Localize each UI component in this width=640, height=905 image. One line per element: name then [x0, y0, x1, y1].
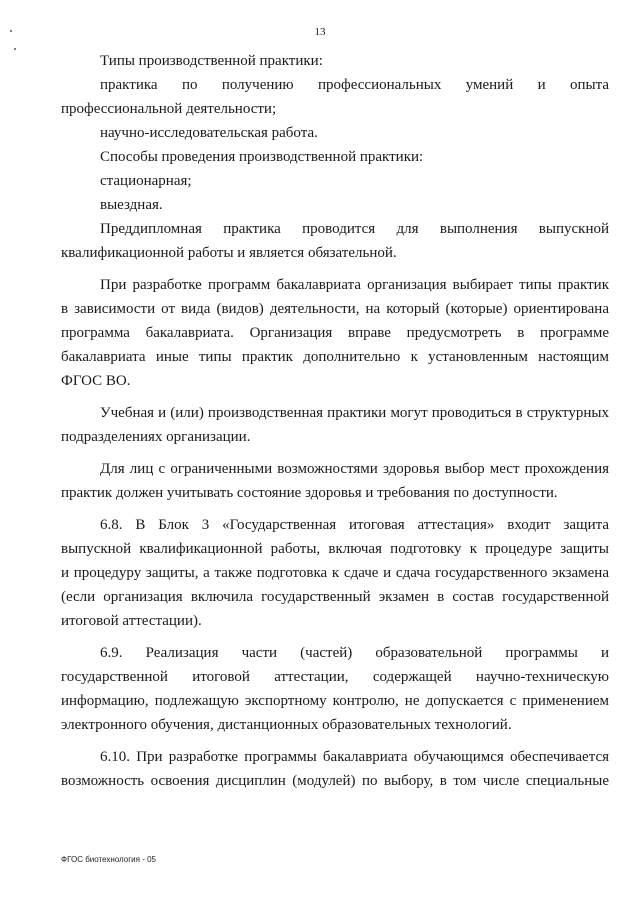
text-line: практик должен учитывать состояние здоровья и требования по доступности. [61, 485, 558, 501]
paragraph-gap [61, 633, 609, 641]
text-line: 6.10. При разработке программы бакалавриата обучающимся обеспечивается [100, 749, 609, 765]
text-line: итоговой аттестации). [61, 613, 202, 629]
paragraph-gap [61, 393, 609, 401]
text-line: Учебная и (или) производственная практики могут проводиться в структурных [100, 405, 609, 421]
text-line: выездная. [100, 197, 163, 213]
text-line: и процедуру защиты, а также подготовка к сдаче и сдача государственного экзамена [61, 565, 609, 581]
text-line: возможность освоения дисциплин (модулей) по выбору, в том числе специальные [61, 773, 609, 789]
scan-speck [14, 48, 16, 50]
paragraph-gap [61, 737, 609, 745]
text-line: бакалавриата иные типы практик дополнительно к установленным настоящим [61, 349, 609, 365]
text-line: квалификационной работы и является обязательной. [61, 245, 397, 261]
text-line: выпускной квалификационной работы, включая подготовку к процедуре защиты [61, 541, 609, 557]
text-line: в зависимости от вида (видов) деятельности, на который (которые) ориентирована [61, 301, 609, 317]
text-line: информацию, подлежащую экспортному контролю, не допускается с применением [61, 693, 609, 709]
paragraph-gap [61, 449, 609, 457]
text-line: Типы производственной практики: [100, 53, 323, 69]
paragraph-gap [61, 505, 609, 513]
text-line: подразделениях организации. [61, 429, 251, 445]
text-line: Способы проведения производственной практики: [100, 149, 424, 165]
text-line: Преддипломная практика проводится для выполнения выпускной [100, 221, 609, 237]
text-line: (если организация включила государственный экзамен в состав государственной [61, 589, 609, 605]
text-line: Для лиц с ограниченными возможностями здоровья выбор мест прохождения [100, 461, 609, 477]
text-line: программа бакалавриата. Организация вправе предусмотреть в программе [61, 325, 609, 341]
text-line: 6.8. В Блок 3 «Государственная итоговая аттестация» входит защита [100, 517, 609, 533]
text-line: стационарная; [100, 173, 192, 189]
text-line: профессиональной деятельности; [61, 101, 277, 117]
document-body [61, 49, 609, 793]
text-line: практика по получению профессиональных умений и опыта [100, 77, 609, 93]
text-line: электронного обучения, дистанционных образовательных технологий. [61, 717, 512, 733]
page-number: 13 [314, 26, 326, 38]
text-line: При разработке программ бакалавриата организация выбирает типы практик [100, 277, 609, 293]
paragraph-gap [61, 265, 609, 273]
page-footer: ФГОС биотехнология - 05 [61, 855, 156, 864]
text-line: государственной итоговой аттестации, содержащей научно-техническую [61, 669, 609, 685]
text-line: научно-исследовательская работа. [100, 125, 318, 141]
text-line: ФГОС ВО. [61, 373, 131, 389]
text-line: 6.9. Реализация части (частей) образовательной программы и [100, 645, 609, 661]
